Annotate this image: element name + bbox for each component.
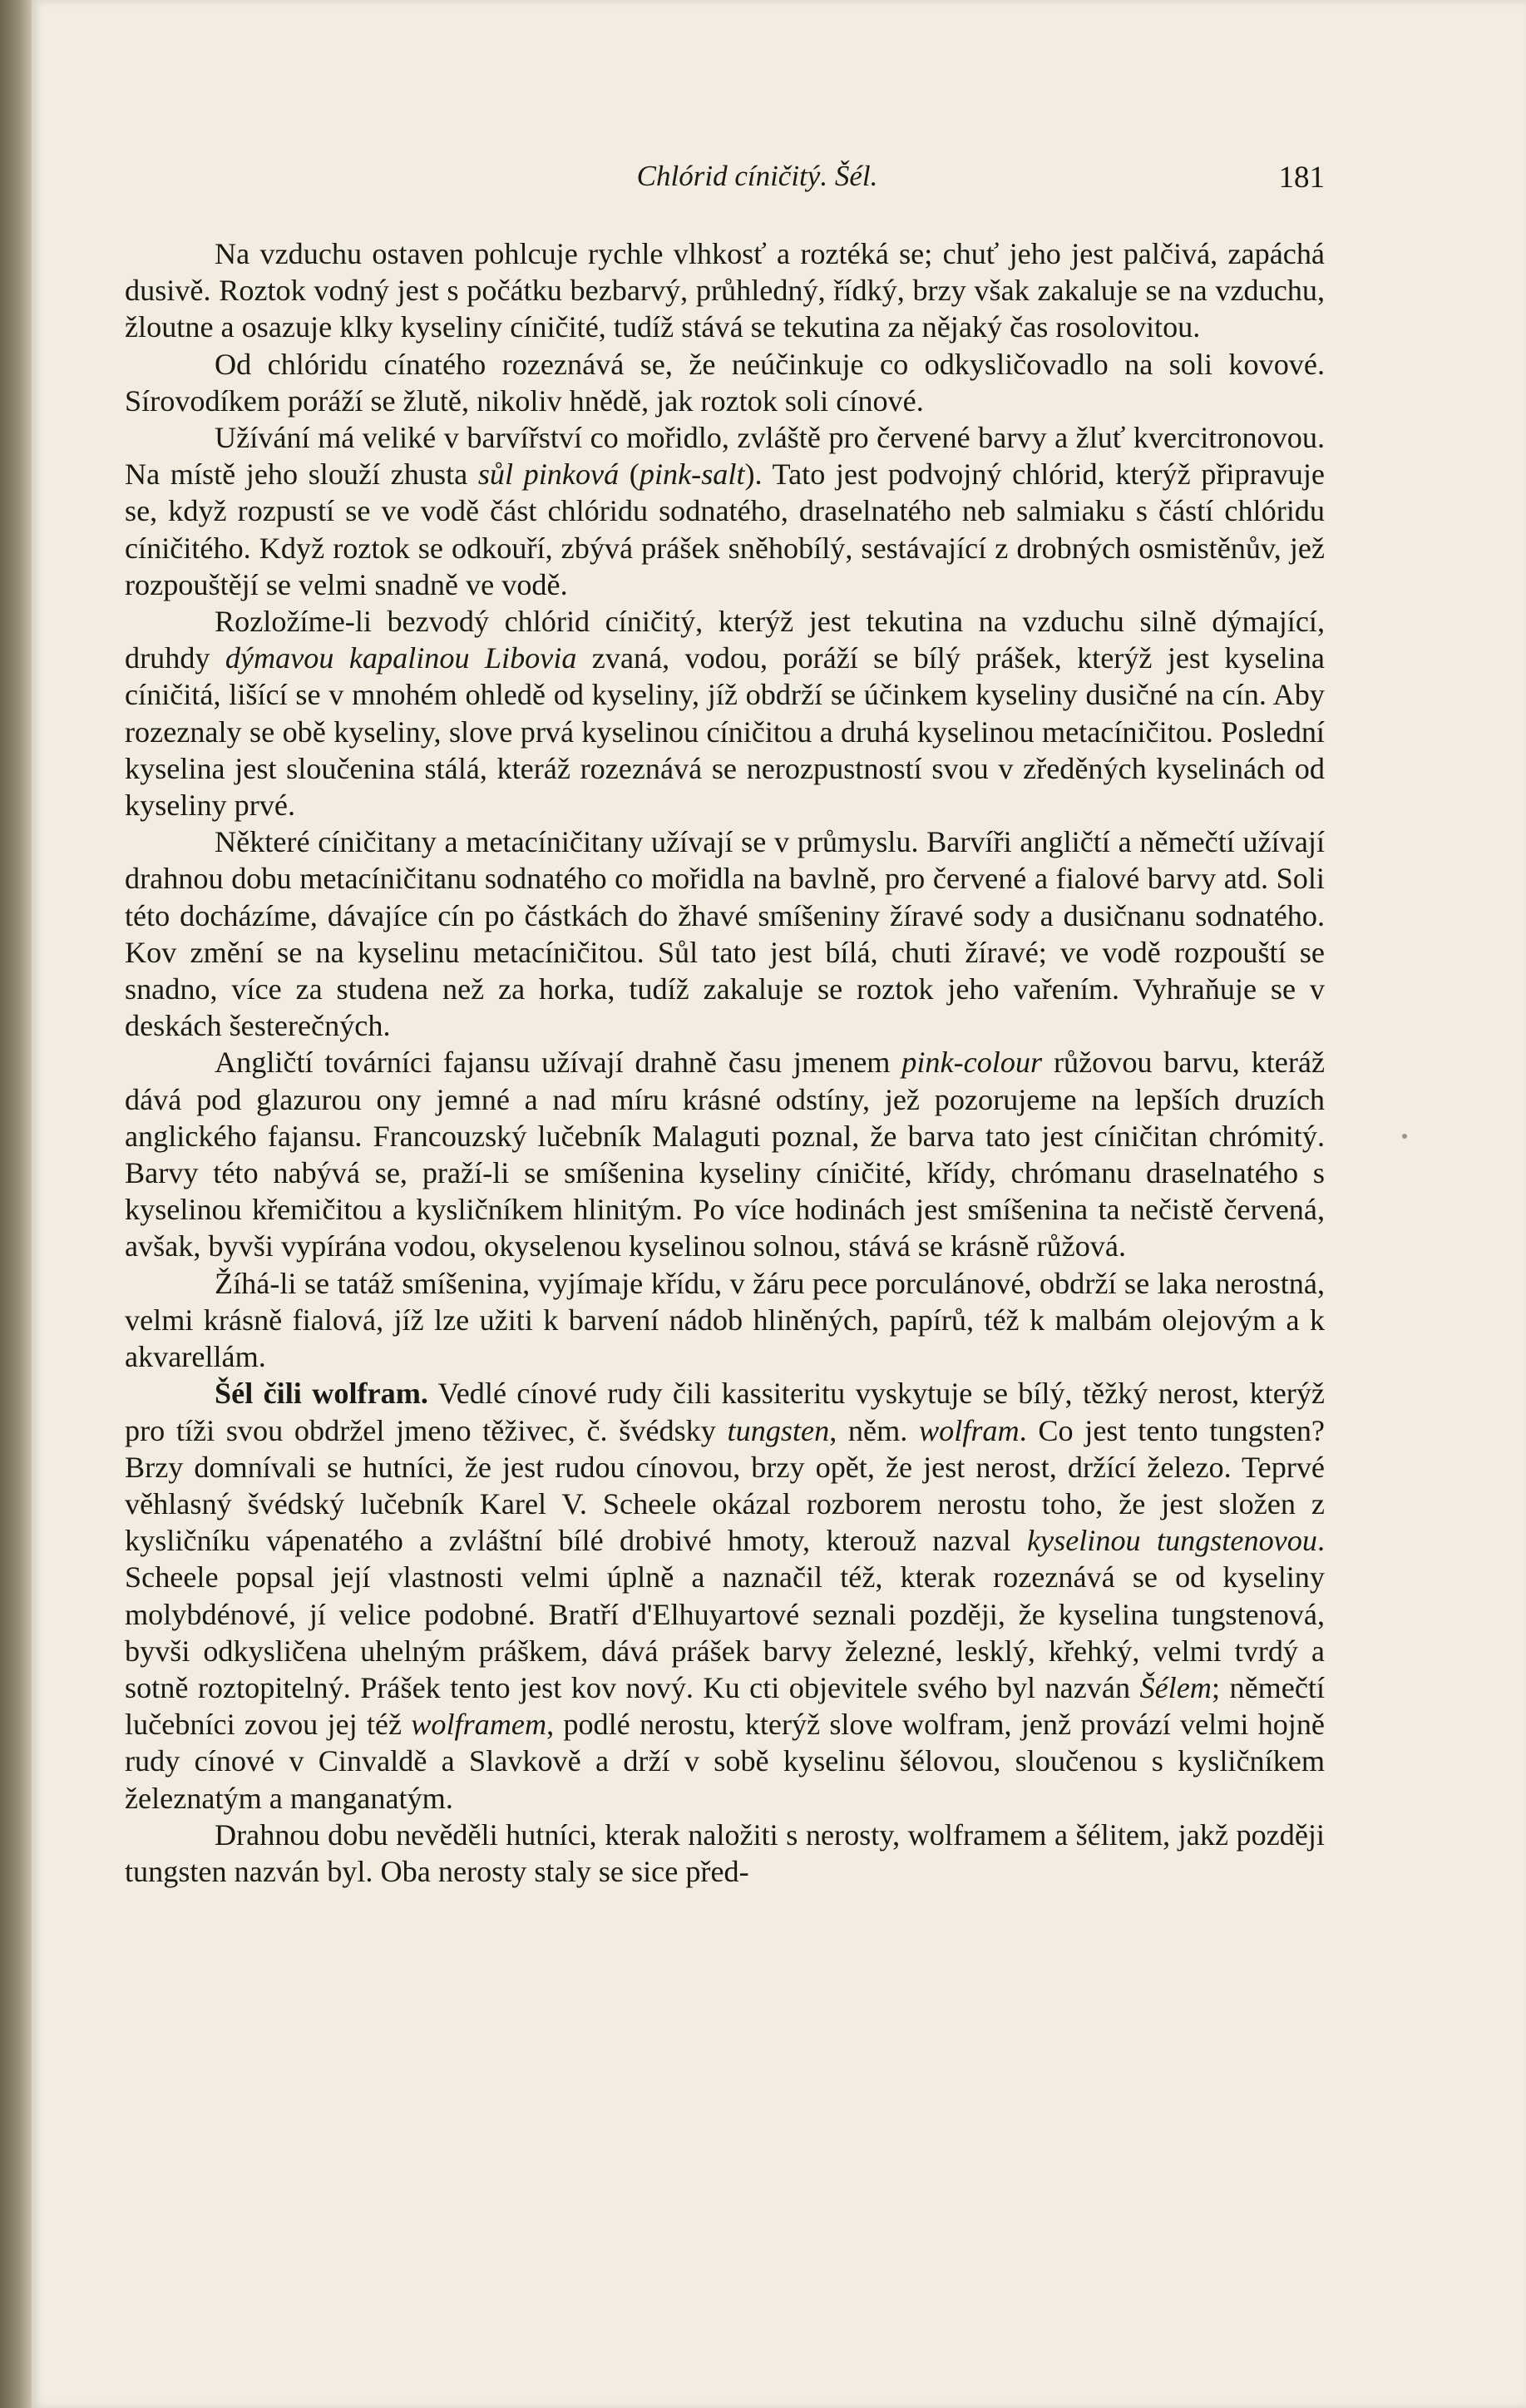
paragraph-6 <box>125 1044 1325 1264</box>
paragraph-3-text-b: ( <box>619 457 640 492</box>
term-wolfram: wolfram <box>918 1413 1020 1447</box>
running-title: Chlórid cíničitý. Šél. <box>636 160 878 192</box>
paragraph-8-text-c: . Co jest tento tungsten? Brzy domnívali se hutníci, že jest rudou cínovou, brzy opět, že jest nerost, držící železo. Teprvé věhlasný švédský lučebník Karel V. Scheele okázal rozborem nerostu toho, že jest složen z kysličníku vápenatého a zvláštní bílé drobivé hmoty, kterouž nazval <box>125 1413 1325 1558</box>
paragraph-8-text-f: , podlé nerostu, kterýž slove wolfram, jenž provází velmi hojně rudy cínové v Cinvaldě a Slavkově a drží v sobě kyselinu šélovou, sloučenou s kysličníkem železnatým a manganatým. <box>125 1708 1325 1815</box>
paragraph-6-text-b: růžovou barvu, kteráž dává pod glazurou ony jemné a nad míru krásné odstíny, jež pozorujeme na lepších druzích anglického fajansu. Francouzský lučebník Malaguti poznal, že barva tato jest cíničitan chrómitý. Barvy této nabývá se, praží-li se smíšenina kyseliny cíničité, křídy, chrómanu draselnatého s kyselinou křemičitou a kysličníkem hlinitým. Po více hodinách jest smíšenina ta nečistě červená, avšak, byvši vypírána vodou, okyselenou kyselinou solnou, stává se krásně růžová. <box>125 1046 1326 1263</box>
section-heading-sel: Šél čili wolfram. <box>215 1377 428 1411</box>
paragraph-4 <box>125 603 1325 823</box>
book-binding-edge <box>0 0 32 2408</box>
paragraph-8 <box>125 1375 1325 1816</box>
paragraph-1: Na vzduchu ostaven pohlcuje rychle vlhkosť a roztéká se; chuť jeho jest palčivá, zapáchá dusivě. Roztok vodný jest s počátku bezbarvý, průhledný, řídký, brzy však zakaluje se na vzduchu, žloutne a osazuje klky kyseliny cíničité, tudíž stává se tekutina za nějaký čas rosolovitou. <box>125 237 1325 344</box>
paragraph-8-text-d: . Scheele popsal její vlastnosti velmi úplně a naznačil též, kterak rozeznává se od kyseliny molybdénové, jí velice podobné. Bratří d'Elhuyartové seznali později, že kyselina tungstenová, byvši odkysličena uhelným práškem, dává prášek barvy železné, lesklý, křehký, velmi tvrdý a sotně roztopitelný. Prášek tento jest kov nový. Ku cti objevitele svého byl nazván <box>125 1524 1325 1704</box>
paragraph-8-text-b: , něm. <box>829 1413 919 1447</box>
paragraph-4-text-b: zvaná, vodou, poráží se bílý prášek, kterýž jest kyselina cíničitá, lišící se v mnohém ohledě od kyseliny, jíž obdrží se účinkem kyseliny dusičné na cín. Aby rozeznaly se obě kyseliny, slove prvá kyselinou cíničitou a druhá kyselinou metacíničitou. Poslední kyselina jest sloučenina stálá, kteráž rozeznává se nerozpustností svou v zředěných kyselinách od kyseliny prvé. <box>125 641 1325 823</box>
term-kyselina-tungstenova: kyselinou tungstenovou <box>1026 1524 1317 1558</box>
paragraph-6-text-a: Angličtí továrníci fajansu užívají drahně času jmenem <box>215 1046 902 1080</box>
page-header <box>190 156 1325 206</box>
paragraph-3 <box>125 419 1325 603</box>
term-dymava-kapalina: dýmavou kapalinou Libovia <box>225 641 577 675</box>
term-pink-colour: pink-colour <box>901 1046 1043 1080</box>
paragraph-3-text-a: Užívání má veliké v barvířství co mořidlo, zvláště pro červené barvy a žluť kvercitronovou. Na místě jeho slouží zhusta <box>125 421 1325 492</box>
term-selem: Šélem <box>1139 1670 1212 1704</box>
term-pink-salt: pink-salt <box>639 457 745 492</box>
page-number: 181 <box>1278 161 1325 195</box>
margin-speck <box>1402 1134 1407 1139</box>
term-wolframem: wolframem <box>411 1708 547 1742</box>
book-page <box>32 0 1526 2408</box>
body-text <box>125 235 1325 1890</box>
term-tungsten: tungsten <box>727 1413 830 1447</box>
paragraph-8-text-e: ; němečtí lučebníci zovou jej též <box>125 1670 1326 1742</box>
term-sul-pinkova: sůl pinková <box>477 457 620 492</box>
paragraph-9: Drahnou dobu nevěděli hutníci, kterak naložiti s nerosty, wolframem a šélitem, jakž později tungsten nazván byl. Oba nerosty staly se sice před- <box>125 1817 1325 1888</box>
paragraph-3-text-c: ). Tato jest podvojný chlórid, kterýž připravuje se, když rozpustí se ve vodě část chlóridu sodnatého, draselnatého neb salmiaku s částí chlóridu cíničitého. Když roztok se odkouří, zbývá prášek sněhobílý, sestávající z drobných osmistěnův, jež rozpouštějí se velmi snadně ve vodě. <box>125 457 1325 601</box>
paragraph-7: Žíhá-li se tatáž smíšenina, vyjímaje křídu, v žáru pece porculánové, obdrží se laka nerostná, velmi krásně fialová, jíž lze užiti k barvení nádob hliněných, papírů, též k malbám olejovým a k akvarellám. <box>125 1266 1325 1374</box>
paragraph-2: Od chlóridu cínatého rozeznává se, že neúčinkuje co odkysličovadlo na soli kovové. Sírovodíkem poráží se žlutě, nikoliv hnědě, jak roztok soli cínové. <box>125 347 1325 418</box>
paragraph-8-text-a: Vedlé cínové rudy čili kassiteritu vyskytuje se bílý, těžký nerost, kterýž pro tíži svou obdržel jmeno těživec, č. švédsky <box>125 1377 1325 1447</box>
paragraph-4-text-a: Rozložíme-li bezvodý chlórid cíničitý, kterýž jest tekutina na vzduchu silně dýmající, druhdy <box>125 605 1325 675</box>
paragraph-5: Některé cíničitany a metacíničitany užívají se v průmyslu. Barvíři angličtí a němečtí užívají drahnou dobu metacíničitanu sodnatého co mořidla na bavlně, pro červené a fialové barvy atd. Soli této docházíme, dávajíce cín po částkách do žhavé smíšeniny žíravé sody a dusičnanu sodnatého. Kov změní se na kyselinu metacíničitou. Sůl tato jest bílá, chuti žíravé; ve vodě rozpouští se snadno, více za studena než za horka, tudíž zakaluje se roztok jeho vařením. Vyhraňuje se v deskách šesterečných. <box>125 825 1325 1043</box>
